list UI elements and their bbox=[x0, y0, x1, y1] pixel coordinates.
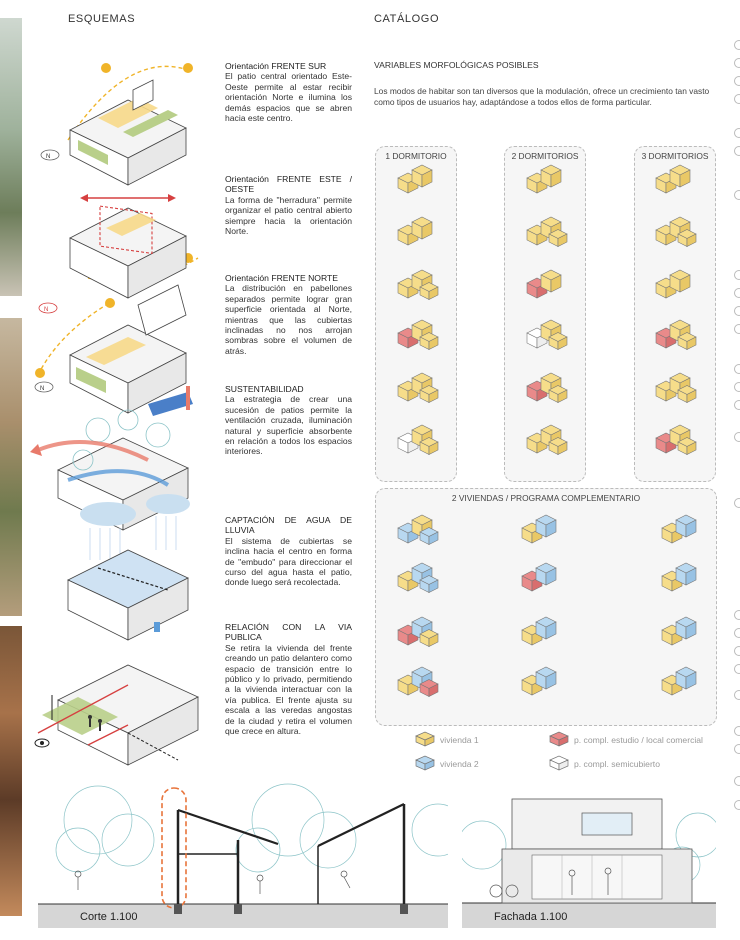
legend-vivienda-2: vivienda 2 bbox=[440, 759, 479, 769]
catalog-module bbox=[536, 515, 556, 537]
facade-drawing bbox=[462, 795, 716, 928]
svg-text:N: N bbox=[40, 386, 45, 392]
reference-marker bbox=[734, 270, 740, 280]
reference-marker bbox=[734, 40, 740, 50]
catalog-module bbox=[536, 617, 556, 639]
catalog-module bbox=[676, 617, 696, 639]
catalogo-header: CATÁLOGO bbox=[374, 13, 440, 25]
catalog-module bbox=[536, 667, 556, 689]
catalog-module bbox=[676, 515, 696, 537]
reference-marker bbox=[734, 382, 740, 392]
reference-marker bbox=[734, 498, 740, 508]
reference-marker bbox=[734, 800, 740, 810]
catalog-module bbox=[676, 563, 696, 585]
reference-marker bbox=[734, 432, 740, 442]
scheme-5-text: El sistema de cubiertas se inclina hacia el centro en forma de "embudo" para direccionar el curso del agua hasta el patio, donde luego será recolectada. bbox=[225, 535, 352, 588]
reference-marker bbox=[734, 324, 740, 334]
catalog-module bbox=[412, 217, 432, 239]
scheme-2-title: Orientación FRENTE ESTE / OESTE bbox=[225, 174, 352, 195]
scheme-6-title: RELACIÓN CON LA VIA PUBLICA bbox=[225, 622, 352, 643]
reference-marker bbox=[734, 58, 740, 68]
legend-swatch-estudio bbox=[548, 730, 570, 748]
group-2-label: 2 DORMITORIOS bbox=[511, 151, 579, 161]
reference-marker bbox=[734, 364, 740, 374]
scheme-3-text: La distribución en pabellones separados permite lograr gran superficie orientada al Norte, mientras que las cubiertas inclinadas no nos arrojan sombras sobre el volumen de atrás. bbox=[225, 283, 352, 356]
reference-marker bbox=[734, 400, 740, 410]
scheme-1-title: Orientación FRENTE SUR bbox=[225, 61, 327, 71]
catalog-module bbox=[536, 563, 556, 585]
catalog-paragraph: Los modos de habitar son tan diversos que la modulación, ofrece un crecimiento tan vasto como tipos de usuarios hay, adaptándose a todos ellos de forma particular. bbox=[374, 86, 710, 107]
svg-text:N: N bbox=[46, 154, 51, 160]
scheme-2-text: La forma de "herradura" permite organizar el patio central abierto siempre hacia la orientación Norte. bbox=[225, 194, 352, 237]
reference-marker bbox=[734, 146, 740, 156]
catalog-module bbox=[541, 270, 561, 292]
reference-marker bbox=[734, 744, 740, 754]
catalog-module bbox=[412, 165, 432, 187]
scheme-6-text: Se retira la vivienda del frente creando un patio delantero como espacio de transición entre lo público y lo privado, permitiendo a la vivienda interactuar con la vía publica. El frente ajusta su escala a las veredas angostas de la ciudad y retira el volumen que crece en altura. bbox=[225, 642, 352, 737]
catalog-module bbox=[676, 667, 696, 689]
section-drawing bbox=[38, 770, 448, 928]
scheme-5-title: CAPTACIÓN DE AGUA DE LLUVIA bbox=[225, 515, 352, 536]
legend-swatch-vivienda-1 bbox=[414, 730, 436, 748]
scheme-4-text: La estrategia de crear una sucesión de patios permite la ventilación cruzada, iluminación natural y superficie absorbente en relación a todos los espacios interiores. bbox=[225, 394, 352, 457]
legend-vivienda-1: vivienda 1 bbox=[440, 735, 479, 745]
group-wide-label: 2 VIVIENDAS / PROGRAMA COMPLEMENTARIO bbox=[451, 493, 641, 503]
esquemas-header: ESQUEMAS bbox=[68, 13, 136, 25]
reference-marker bbox=[734, 726, 740, 736]
facade-label: Fachada 1.100 bbox=[494, 911, 568, 923]
reference-marker bbox=[734, 628, 740, 638]
reference-marker bbox=[734, 776, 740, 786]
reference-marker bbox=[734, 664, 740, 674]
catalog-module bbox=[670, 165, 690, 187]
svg-text:N: N bbox=[44, 307, 49, 313]
catalog-module bbox=[670, 270, 690, 292]
catalog-subtitle: VARIABLES MORFOLÓGICAS POSIBLES bbox=[374, 60, 539, 70]
reference-marker bbox=[734, 288, 740, 298]
reference-marker bbox=[734, 646, 740, 656]
reference-marker bbox=[734, 306, 740, 316]
group-1-label: 1 DORMITORIO bbox=[385, 151, 447, 161]
reference-marker bbox=[734, 128, 740, 138]
legend-estudio: p. compl. estudio / local comercial bbox=[574, 735, 703, 745]
legend-semicubierto: p. compl. semicubierto bbox=[574, 759, 660, 769]
scheme-1-text: El patio central orientado Este-Oeste permite al estar recibir orientación Norte e ilumina los demás espacios que se abren hacia este centro. bbox=[225, 71, 352, 124]
reference-marker bbox=[734, 690, 740, 700]
scheme-3-title: Orientación FRENTE NORTE bbox=[225, 273, 339, 283]
reference-marker bbox=[734, 94, 740, 104]
reference-marker bbox=[734, 76, 740, 86]
reference-marker bbox=[734, 190, 740, 200]
legend-swatch-semicubierto bbox=[548, 754, 570, 772]
group-3-label: 3 DORMITORIOS bbox=[641, 151, 709, 161]
reference-marker bbox=[734, 610, 740, 620]
catalog-module bbox=[541, 165, 561, 187]
scheme-4-title: SUSTENTABILIDAD bbox=[225, 384, 304, 394]
section-label: Corte 1.100 bbox=[80, 911, 138, 923]
